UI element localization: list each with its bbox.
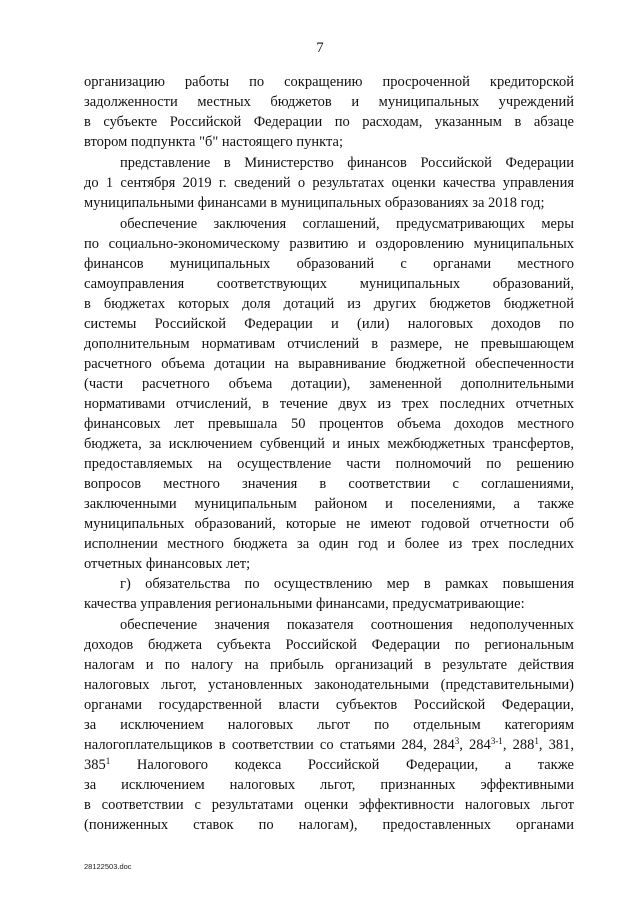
- text-line-with-superscripts: [84, 735, 574, 755]
- text-fragment: 385: [84, 757, 106, 773]
- text-line: задолженности местных бюджетов и муниципальных учреждений: [84, 94, 574, 110]
- text-line: в бюджетах которых доля дотаций из других бюджетов бюджетной: [84, 296, 574, 312]
- text-line: самоуправления соответствующих муниципальных образований,: [84, 276, 574, 292]
- text-line: расчетного объема дотации на выравнивание бюджетной обеспеченности: [84, 356, 574, 372]
- text-line: обеспечение заключения соглашений, предусматривающих меры: [120, 216, 574, 232]
- superscript: 1: [105, 756, 111, 766]
- text-fragment: , 381,: [538, 737, 574, 753]
- superscript: 1: [534, 736, 539, 746]
- text-line: налоговых льгот, установленных законодательными (представительными): [84, 677, 574, 693]
- text-line: в соответствии с результатами оценки эффективности налоговых льгот: [84, 797, 574, 813]
- document-filename: 28122503.doc: [84, 862, 132, 871]
- text-line: налогам и по налогу на прибыль организаций в результате действия: [84, 657, 574, 673]
- text-line: предоставляемых на осуществление части полномочий по решению: [84, 456, 574, 472]
- text-fragment: , 284: [459, 737, 491, 753]
- text-line: дополнительным нормативам отчислений в размере, не превышающем: [84, 336, 574, 352]
- text-fragment: Налогового кодекса Российской Федерации, а также: [110, 757, 574, 773]
- text-line: (пониженных ставок по налогам), предоставленных органами: [84, 817, 574, 833]
- text-line: по социально-экономическому развитию и оздоровлению муниципальных: [84, 236, 574, 252]
- text-line: заключенными муниципальным районом и поселениями, а также: [84, 496, 574, 512]
- text-line: исполнении местного бюджета за один год и более из трех последних: [84, 536, 574, 552]
- text-line: доходов бюджета субъекта Российской Федерации по региональным: [84, 637, 574, 653]
- text-line: муниципальными финансами в муниципальных образованиях за 2018 год;: [84, 195, 545, 211]
- text-line: организацию работы по сокращению просроченной кредиторской: [84, 74, 574, 90]
- text-line: до 1 сентября 2019 г. сведений о результатах оценки качества управления: [84, 175, 574, 191]
- superscript: 3: [454, 736, 460, 746]
- text-fragment: , 288: [502, 737, 535, 753]
- text-line: бюджета, за исключением субвенций и иных межбюджетных трансфертов,: [84, 436, 574, 452]
- text-line: представление в Министерство финансов Российской Федерации: [120, 155, 574, 171]
- text-line: финансовых лет превышала 50 процентов объема доходов местного: [84, 416, 574, 432]
- text-line: отчетных финансовых лет;: [84, 556, 251, 572]
- text-fragment: налогоплательщиков в соответствии со статьями 284, 284: [84, 737, 455, 753]
- text-line: нормативами отчислений, в течение двух из трех последних отчетных: [84, 396, 574, 412]
- text-line: финансов муниципальных образований с органами местного: [84, 256, 574, 272]
- text-line: вопросов местного значения в соответствии с соглашениями,: [84, 476, 574, 492]
- text-line: в субъекте Российской Федерации по расходам, указанным в абзаце: [84, 114, 574, 130]
- text-line: качества управления региональными финансами, предусматривающие:: [84, 596, 525, 612]
- text-line: втором подпункта "б" настоящего пункта;: [84, 134, 343, 150]
- text-line: обеспечение значения показателя соотношения недополученных: [120, 617, 574, 633]
- text-line: за исключением налоговых льгот, признанных эффективными: [84, 777, 574, 793]
- text-line: органами государственной власти субъектов Российской Федерации,: [84, 697, 574, 713]
- text-line: за исключением налоговых льгот по отдельным категориям: [84, 717, 574, 733]
- page-number: 7: [316, 40, 324, 56]
- text-line: муниципальных образований, которые не имеют годовой отчетности об: [84, 516, 574, 532]
- superscript: 3-1: [490, 736, 503, 746]
- text-line: г) обязательства по осуществлению мер в рамках повышения: [120, 576, 574, 592]
- text-line-with-superscripts: [84, 755, 574, 775]
- text-line: (части расчетного объема дотации), замененной дополнительными: [84, 376, 574, 392]
- text-line: системы Российской Федерации и (или) налоговых доходов по: [84, 316, 574, 332]
